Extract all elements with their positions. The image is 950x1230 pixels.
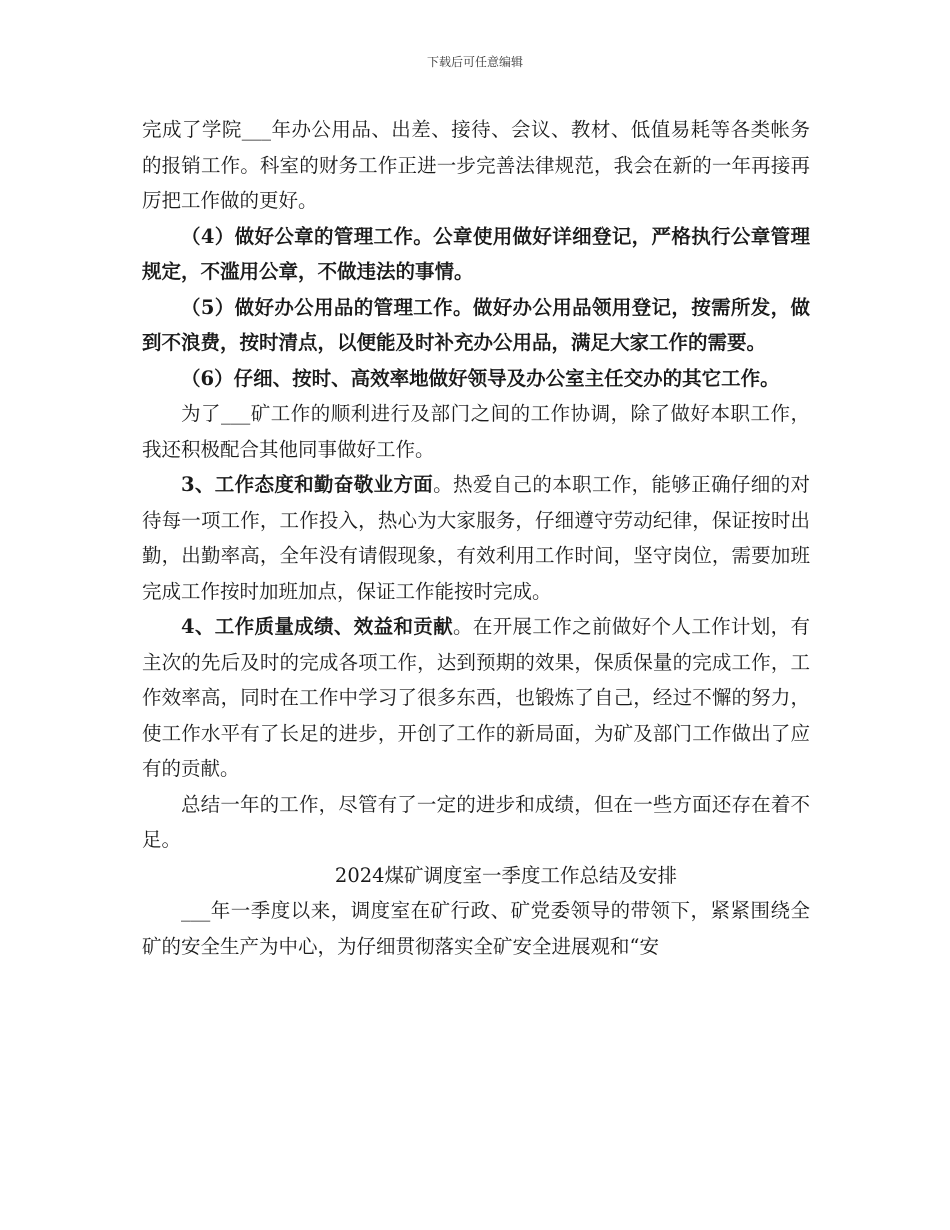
paragraph-work-attitude xyxy=(142,467,810,609)
paragraph-work-quality-lead: 4、工作质量成绩、效益和贡献 xyxy=(181,615,453,638)
paragraph-reimbursement: 完成了学院___年办公用品、出差、接待、会议、教材、低值易耗等各类帐务的报销工作。科室的财务工作正进一步完善法律规范，我会在新的一年再接再厉把工作做的更好。 xyxy=(142,118,810,212)
paragraph-work-attitude-lead: 3、工作态度和勤奋敬业方面 xyxy=(181,473,434,496)
paragraph-work-quality xyxy=(142,609,810,787)
section-title: 2024煤矿调度室一季度工作总结及安排 xyxy=(334,863,678,887)
paragraph-summary: 总结一年的工作，尽管有了一定的进步和成绩，但在一些方面还存在着不足。 xyxy=(142,792,810,851)
paragraph-other-tasks: （6）仔细、按时、高效率地做好领导及办公室主任交办的其它工作。 xyxy=(181,366,780,390)
paragraph-work-attitude-body: 。热爱自己的本职工作，能够正确仔细的对待每一项工作，工作投入，热心为大家服务，仔细遵守劳动纪律，保证按时出勤，出勤率高，全年没有请假现象，有效利用工作时间，坚守岗位，需要加班完成工作按时加班加点，保证工作能按时完成。 xyxy=(142,473,810,603)
paragraph-office-supplies: （5）做好办公用品的管理工作。做好办公用品领用登记，按需所发，做到不浪费，按时清点，以便能及时补充办公用品，满足大家工作的需要。 xyxy=(142,295,810,354)
page-header: 下载后可任意编辑 xyxy=(426,55,523,69)
paragraph-q1-intro: ___年一季度以来，调度室在矿行政、矿党委领导的带领下，紧紧围绕全矿的安全生产为中心，为仔细贯彻落实全矿安全进展观和“安 xyxy=(142,899,810,958)
paragraph-work-quality-body: 。在开展工作之前做好个人工作计划，有主次的先后及时的完成各项工作，达到预期的效果，保质保量的完成工作，工作效率高，同时在工作中学习了很多东西，也锻炼了自己，经过不懈的努力，使工作水平有了长足的进步，开创了工作的新局面，为矿及部门工作做出了应有的贡献。 xyxy=(142,615,810,780)
document-body xyxy=(142,112,810,964)
paragraph-coordination: 为了___矿工作的顺利进行及部门之间的工作协调，除了做好本职工作，我还积极配合其他同事做好工作。 xyxy=(142,402,810,461)
paragraph-seal-management: （4）做好公章的管理工作。公章使用做好详细登记，严格执行公章管理规定，不滥用公章，不做违法的事情。 xyxy=(142,224,810,283)
